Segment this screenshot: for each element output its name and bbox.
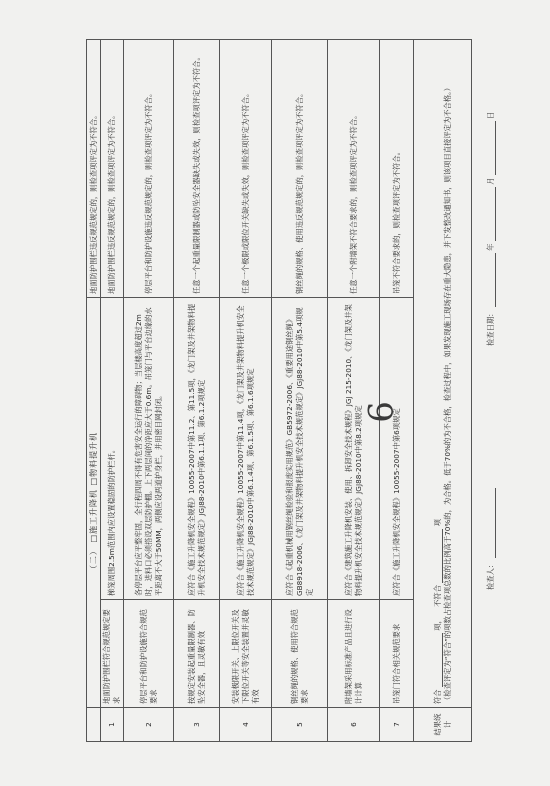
row-requirement: 应符合《建筑施工升降机安装、使用、拆卸安全技术规程》JGJ 215-2010、《龙门架及井架物料提升机安全技术规范规定》JGJ88-2010中第8.2项规定 (328, 297, 380, 599)
row-item: 吊笼门符合相关规范要求 (380, 600, 414, 708)
conform-label: 符合 (432, 689, 442, 704)
row-number: 1 (101, 708, 124, 742)
row-item: 按规定安装起重量限制器、防坠安全器，且灵敏有效 (174, 600, 220, 708)
date-block (486, 112, 496, 346)
conform-count-field[interactable] (434, 633, 443, 687)
table-row (101, 39, 124, 741)
row-requirement: 应符合《施工升降机安全规程》10055-2007中第6项规定 (380, 297, 414, 599)
year-field[interactable] (487, 253, 496, 307)
row-criteria: 任意一个起重量限制器或防坠安全器缺失或失效，则检查项评定为不符合。 (174, 39, 220, 297)
table-row (272, 39, 328, 741)
table-row (124, 39, 174, 741)
table-row (380, 39, 414, 741)
row-criteria: 钢丝绳的规格、使用违反规范规定的，则检查项评定为不符合。 (272, 39, 328, 297)
row-item: 附墙架采用标准产品且进行设计计算 (328, 600, 380, 708)
row-number: 3 (174, 708, 220, 742)
blank-cell (87, 708, 101, 742)
section-header-row (87, 39, 101, 741)
row-item: 安装极限开关、上限位开关及下限位开关等安全装置并灵敏有效 (220, 600, 272, 708)
month-field[interactable] (487, 187, 496, 241)
row-requirement: 梯笼周围2.5m范围内应设置稳固的防护栏杆。 (101, 297, 124, 599)
inspector-signature-field[interactable] (487, 488, 496, 558)
handwritten-page-mark: 9 (358, 401, 399, 423)
row-item: 地面防护围栏符合规范规定要求 (101, 600, 124, 708)
month-label: 月 (486, 177, 495, 185)
row-criteria: 任意一个附墙架不符合要求的，则检查项评定为不符合。 (328, 39, 380, 297)
row-number: 5 (272, 708, 328, 742)
table-row (220, 39, 272, 741)
summary-note: （检查评定为“符合”的项数占检查项总数的比例高于70%的，为合格。低于70%的为不合格，检查过程中，如果发现施工现场存在重大隐患，并下发整改通知书，则该项目直接评定为不合格。） (442, 83, 452, 704)
date-label: 检查日期： (486, 309, 495, 346)
day-label: 日 (486, 111, 495, 119)
row-requirement: 应符合《施工升降机安全规程》10055-2007中第11.4项，《龙门架及井架物料提升机安全技术规范规定》JGJ88-2010中第6.1.4项、第6.1.5项、第6.1.6项规定 (220, 297, 272, 599)
item-unit: 项， (432, 616, 442, 631)
row-criteria: 地面防护围栏违反规范规定的，则检查项评定为不符合。 (101, 39, 124, 297)
summary-label: 结果统计 (414, 708, 472, 742)
row-criteria: 任意一个极限或限位开关缺失或失效，则检查项评定为不符合。 (220, 39, 272, 297)
row-item: 停层平台和防护设施符合规范要求 (124, 600, 174, 708)
table-row (328, 39, 380, 741)
nonconform-label: 不符合 (432, 584, 442, 607)
row-requirement: 各停层平台应平整牢固，全行程四周不得有危害安全运行的障碍物；当层楼高度超过2m时，进料口必须搭设双层防护棚。上下两层间的净距应大于0.6m。吊笼门与平台边缘的水平距离不大于50MM，两侧应设两道护身栏，并用密目网封闭。 (124, 297, 174, 599)
row-number: 7 (380, 708, 414, 742)
inspector-block (486, 488, 496, 590)
inspection-table (86, 39, 472, 742)
row-item: 钢丝绳的规格、使用符合规范要求 (272, 600, 328, 708)
row-number: 2 (124, 708, 174, 742)
summary-row (414, 39, 472, 741)
row-number: 6 (328, 708, 380, 742)
row-number: 4 (220, 708, 272, 742)
summary-counts (433, 43, 443, 704)
summary-cell (414, 39, 472, 707)
year-label: 年 (486, 243, 495, 251)
inspector-label: 检查人： (486, 560, 495, 590)
header-check-note: 地面防护围栏违反规范规定的，则检查项评定为不符合。 (87, 39, 101, 297)
rotated-form (10, 10, 540, 776)
row-requirement: 应符合《起重机械用钢丝绳检验和报废实用规范》GB5972-2006、《重要用途钢丝绳》GB8918-2006、《龙门架及井架物料提升机安全技术规范规定》JGJ88-2010中第5.4项规定 (272, 297, 328, 599)
day-field[interactable] (487, 121, 496, 175)
nonconform-count-field[interactable] (434, 529, 443, 583)
row-requirement: 应符合《施工升降机安全规程》10055-2007中第11.2、第11.5项，《龙门架及井架物料提升机安全技术规范规定》JGJ88-2010中第6.1.1项、第6.1.2项规定 (174, 297, 220, 599)
section-title: （二） □施工升降机 □物料提升机 (87, 297, 101, 707)
row-criteria: 停层平台和防护设施违反规范规定的，则检查项评定为不符合。 (124, 39, 174, 297)
item-unit: 项 (432, 519, 442, 527)
row-criteria: 吊笼不符合要求的，则检查项评定为不符合。 (380, 39, 414, 297)
table-row (174, 39, 220, 741)
